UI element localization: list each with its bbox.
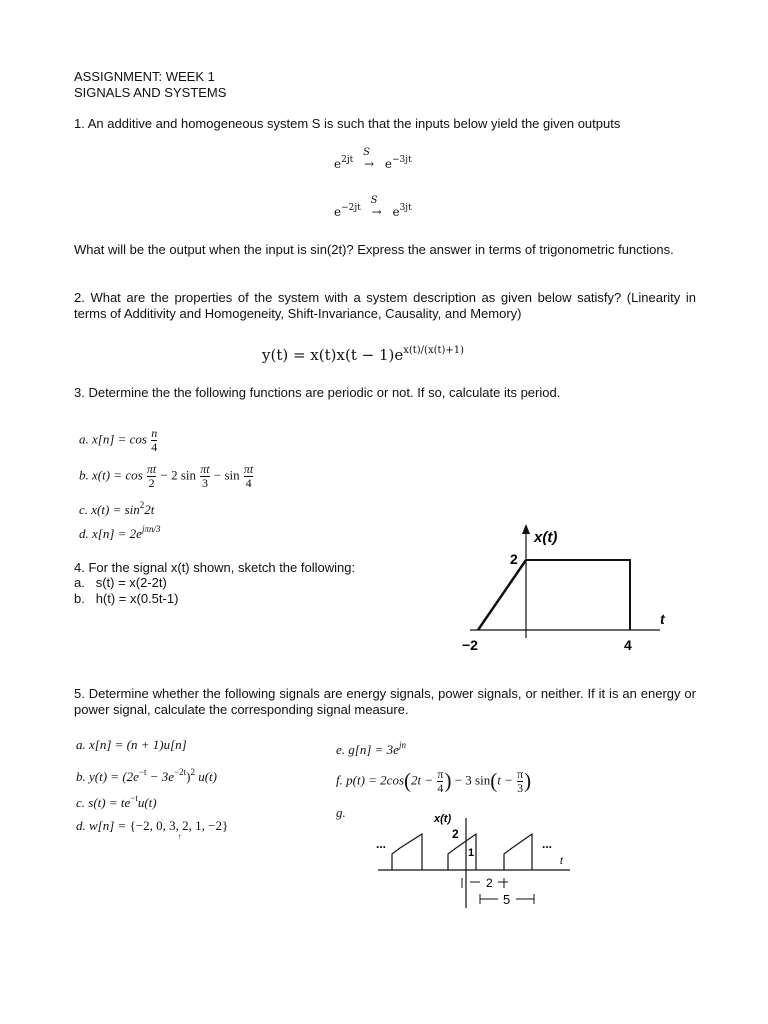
q5-g-ellipsis-left: ... <box>376 837 387 851</box>
q5-g-pulse-left <box>392 834 422 870</box>
q5-item-b: b. $y(t) = (2e^{-t} - 3e^{-2t})^2$ u(t) <box>76 767 217 784</box>
q4-flat-segment <box>526 560 630 630</box>
q4-signal-plot <box>450 520 680 660</box>
q1-question: What will be the output when the input is sin(2t)? Express the answer in terms of trigonometric functions. <box>74 242 674 257</box>
q4-tick-left: −2 <box>462 637 478 653</box>
q5-g-level-low: 1 <box>468 847 475 859</box>
q3-item-d: d. $x[n] = 2e^{j\pi n/3}$ <box>79 524 161 541</box>
assignment-title: ASSIGNMENT: WEEK 1 <box>74 69 215 84</box>
q5-g-ellipsis-right: ... <box>542 837 553 851</box>
q4-y-axis-label: x(t) <box>534 529 558 546</box>
q5-g-pulse-right <box>504 834 532 870</box>
q4-prompt: 4. For the signal x(t) shown, sketch the following: <box>74 560 356 575</box>
q5-item-f: f. p(t) = 2cos(2t − $\frac{\pi}{4}$ ) − 3 sin(t − $\frac{\pi}{3}$ ) <box>336 767 532 795</box>
q5-item-c: c. $s(t) = te^{-t}u(t)$ <box>76 793 157 810</box>
q4-item-b: b. h(t) = x(0.5t-1) <box>74 591 179 606</box>
q1-prompt: 1. An additive and homogeneous system S is such that the inputs below yield the given outputs <box>74 116 621 131</box>
q4-x-axis-label: t <box>660 611 665 627</box>
q5-item-d: d. w[n] = {−2, 0, 3, 2, 1, −2} ↑ <box>76 818 228 834</box>
q4-peak-label: 2 <box>510 551 518 567</box>
q5-periodic-signal-plot <box>370 808 580 914</box>
q3-item-b: b. x(t) = cos $\frac{\pi t}{2}$ − 2 sin $\frac{\pi t}{3}$ − sin $\frac{\pi t}{4}$ <box>79 462 254 490</box>
q5-item-g-label: g. <box>336 805 346 820</box>
q4-item-a: a. s(t) = x(2-2t) <box>74 575 167 590</box>
q1-mapping-row-2: $e^{-2jt}$ S → $e^{3jt}$ <box>334 195 412 219</box>
q5-d-origin-marker: ↑ <box>177 832 182 841</box>
q2-prompt: 2. What are the properties of the system with a system description as given below satisfy? (Linearity in terms of Additivity and Homogeneity, Shift-Invariance, Causality, and Memory) <box>74 290 696 321</box>
q4-ramp-segment <box>478 560 526 630</box>
q5-item-a: a. x[n] = (n + 1)u[n] <box>76 737 187 752</box>
q5-g-y-axis-label: x(t) <box>434 813 452 825</box>
q5-prompt: 5. Determine whether the following signals are energy signals, power signals, or neither. If it is an energy or power signal, calculate the corresponding signal measure. <box>74 686 696 717</box>
q1-mapping-row-1: $e^{2jt}$ S → $e^{-3jt}$ <box>334 147 412 171</box>
course-title: SIGNALS AND SYSTEMS <box>74 85 227 100</box>
q3-prompt: 3. Determine the the following functions are periodic or not. If so, calculate its period. <box>74 385 561 400</box>
q5-g-width-label: 2 <box>486 876 493 890</box>
q2-equation: $y(t) = x(t)x(t - 1)e^{x(t)/(x(t)+1)}$ <box>262 345 465 364</box>
q5-g-period-label: 5 <box>503 892 511 907</box>
q3-item-c: c. $x(t) = \sin^22t$ <box>79 500 155 517</box>
q1-system-label-2: S <box>370 195 378 206</box>
q5-g-level-high: 2 <box>452 827 459 841</box>
q5-item-e: e. $g[n] = 3e^{jn}$ <box>336 740 406 757</box>
q4-tick-right: 4 <box>624 637 632 653</box>
q5-g-x-axis-label: t <box>560 856 563 867</box>
q3-item-a: a. x[n] = cos $\frac{n}{4}$ <box>79 426 158 454</box>
q4-y-axis-arrow <box>522 524 530 534</box>
q1-system-label-1: S <box>363 147 370 158</box>
